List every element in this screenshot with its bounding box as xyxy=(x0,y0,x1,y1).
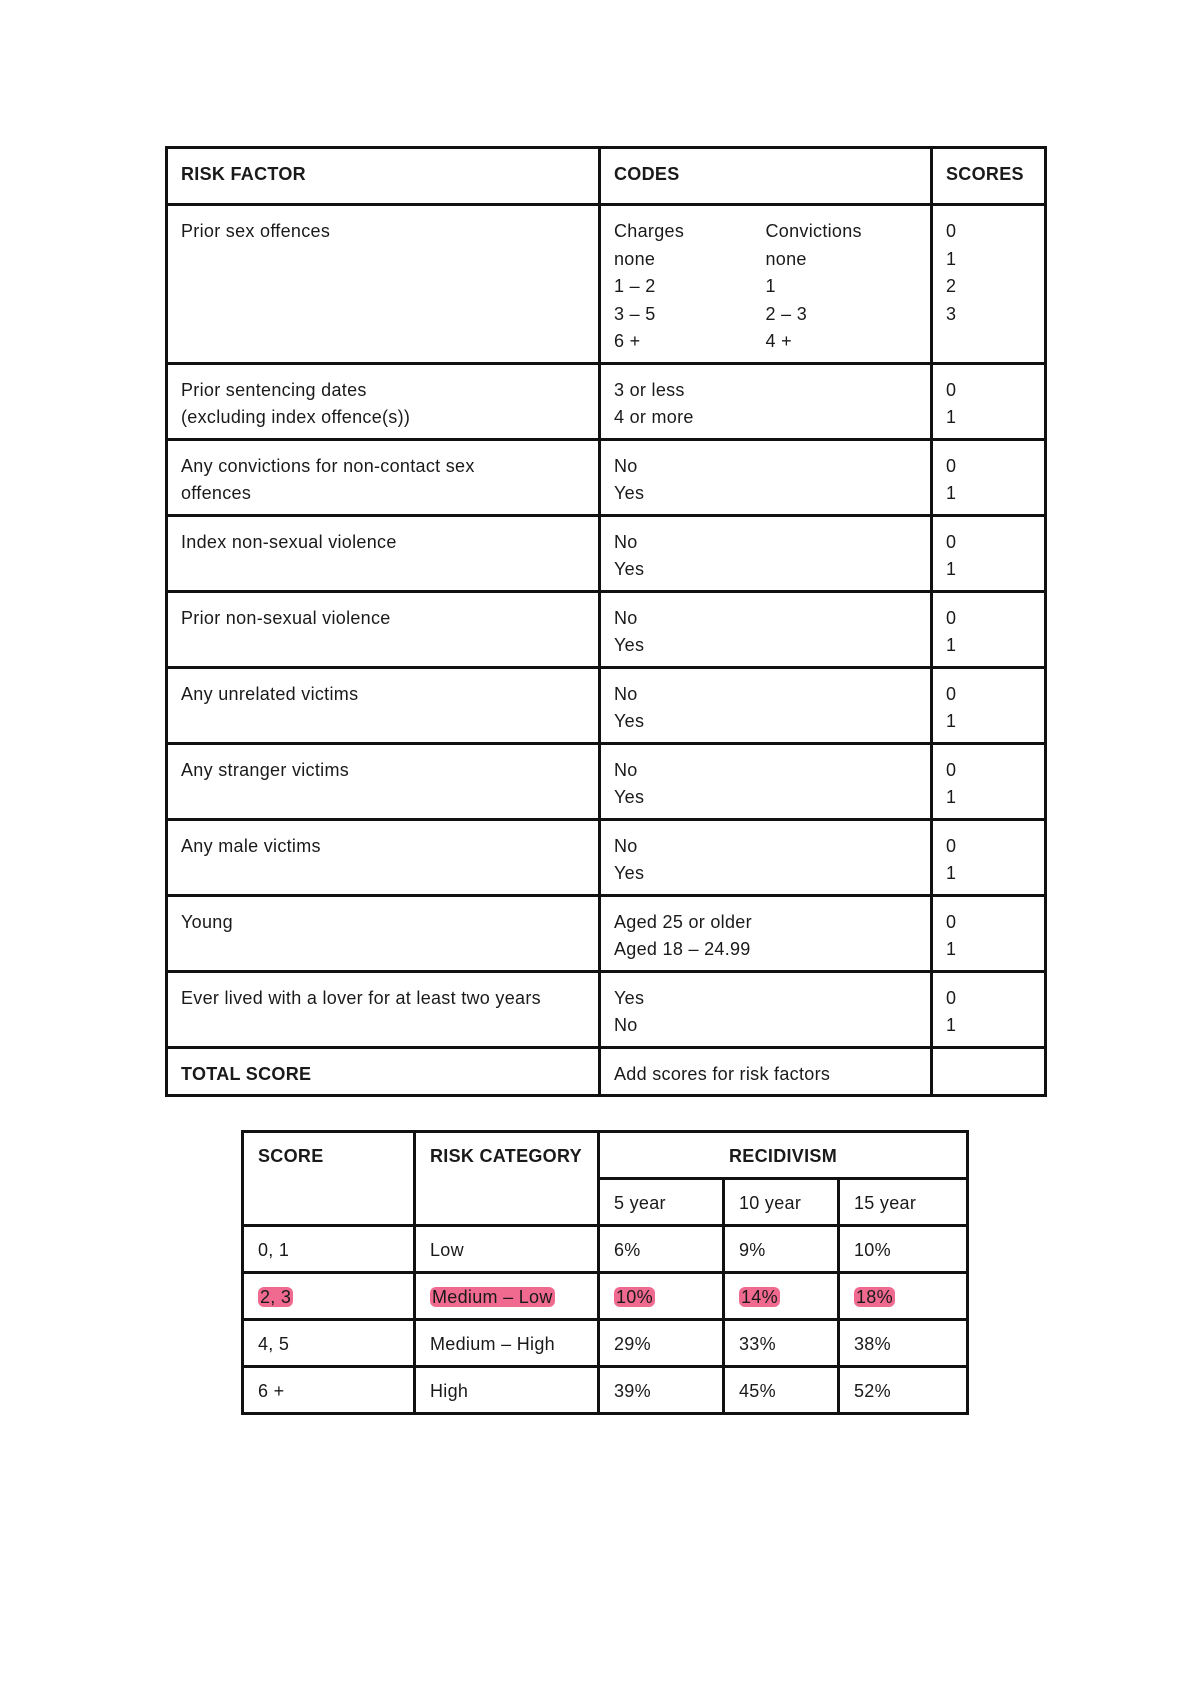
risk-row xyxy=(167,743,1046,819)
recidivism-value-category: Medium – High xyxy=(430,1334,555,1354)
recidivism-cell-score xyxy=(243,1226,415,1273)
scores-line: 0 xyxy=(946,987,957,1008)
recidivism-cell-y10 xyxy=(724,1320,839,1367)
risk-factor-line: offences xyxy=(181,483,252,503)
score-line: 2 xyxy=(946,276,957,296)
scores-cell xyxy=(932,971,1046,1047)
codes-line: 3 or less xyxy=(614,379,685,400)
scores-cell xyxy=(932,591,1046,667)
recidivism-cell-score xyxy=(243,1320,415,1367)
recidivism-row xyxy=(243,1273,968,1320)
recidivism-cell-y5 xyxy=(599,1226,724,1273)
risk-row xyxy=(167,363,1046,439)
recidivism-value-score: 0, 1 xyxy=(258,1240,290,1260)
codes-cell xyxy=(600,205,932,364)
risk-factor-line: Any unrelated victims xyxy=(181,683,359,704)
code-line: 2 – 3 xyxy=(765,303,808,324)
recidivism-value-category: Low xyxy=(430,1240,464,1260)
risk-factor-cell: Prior sex offences xyxy=(167,205,600,364)
codes-line: Yes xyxy=(614,635,645,655)
code-line: 6 + xyxy=(614,331,641,351)
recidivism-value-y15: 18% xyxy=(856,1287,893,1307)
recidivism-cell-y10 xyxy=(724,1367,839,1414)
codes-line: No xyxy=(614,455,638,476)
recidivism-row xyxy=(243,1226,968,1273)
recidivism-cell-score xyxy=(243,1367,415,1414)
risk-factor-cell xyxy=(167,819,600,895)
code-line: none xyxy=(765,248,807,269)
recidivism-value-y5: 29% xyxy=(614,1334,651,1354)
codes-line: Yes xyxy=(614,483,645,503)
risk-factor-line: Any male victims xyxy=(181,835,321,856)
risk-factor-line: Any stranger victims xyxy=(181,759,350,780)
scores-line: 1 xyxy=(946,407,957,427)
scores-line: 0 xyxy=(946,379,957,400)
code-line: 4 + xyxy=(765,331,792,351)
scores-line: 1 xyxy=(946,635,957,655)
total-score-row xyxy=(167,1047,1046,1096)
codes-cell xyxy=(600,591,932,667)
total-score-value xyxy=(932,1047,1046,1096)
recidivism-cell-y15 xyxy=(839,1273,968,1320)
codes-cell xyxy=(600,363,932,439)
recidivism-value-score: 4, 5 xyxy=(258,1334,290,1354)
header-codes: CODES xyxy=(600,148,932,205)
header-risk-category: RISK CATEGORY xyxy=(415,1132,599,1226)
codes-line: No xyxy=(614,531,638,552)
risk-factor-cell xyxy=(167,591,600,667)
recidivism-value-y15: 38% xyxy=(854,1334,891,1354)
scores-line: 1 xyxy=(946,483,957,503)
codes-line: Yes xyxy=(614,711,645,731)
recidivism-cell-y15 xyxy=(839,1367,968,1414)
code-line: 1 xyxy=(765,276,776,296)
recidivism-cell-y5 xyxy=(599,1273,724,1320)
scores-line: 0 xyxy=(946,531,957,552)
code-line: 1 – 2 xyxy=(614,276,656,296)
scores-line: 1 xyxy=(946,1015,957,1035)
scores-cell xyxy=(932,439,1046,515)
recidivism-value-y10: 9% xyxy=(739,1240,766,1260)
header-10-year: 10 year xyxy=(724,1179,839,1226)
recidivism-header-row xyxy=(243,1132,968,1179)
recidivism-cell-y15 xyxy=(839,1320,968,1367)
recidivism-value-y10: 33% xyxy=(739,1334,776,1354)
convictions-header: Convictions xyxy=(765,221,862,241)
risk-factor-line: Young xyxy=(181,911,233,932)
charges-column xyxy=(614,218,766,356)
risk-row-prior-sex-offences xyxy=(167,205,1046,364)
recidivism-cell-y15 xyxy=(839,1226,968,1273)
recidivism-value-score: 2, 3 xyxy=(260,1287,292,1307)
recidivism-cell-score xyxy=(243,1273,415,1320)
score-line: 0 xyxy=(946,221,957,241)
scores-cell xyxy=(932,667,1046,743)
codes-cell xyxy=(600,819,932,895)
scores-cell xyxy=(932,515,1046,591)
recidivism-value-y5: 39% xyxy=(614,1381,651,1401)
codes-line: 4 or more xyxy=(614,407,694,427)
recidivism-value-score: 6 + xyxy=(258,1381,285,1401)
risk-factor-cell xyxy=(167,439,600,515)
risk-factor-line: Ever lived with a lover for at least two years xyxy=(181,987,541,1008)
scores-line: 0 xyxy=(946,835,957,856)
codes-cell xyxy=(600,439,932,515)
recidivism-value-y10: 45% xyxy=(739,1381,776,1401)
codes-line: No xyxy=(614,835,638,856)
recidivism-cell-category xyxy=(415,1320,599,1367)
recidivism-value-category: High xyxy=(430,1381,469,1401)
risk-factor-cell xyxy=(167,363,600,439)
risk-row xyxy=(167,591,1046,667)
risk-table-header-row xyxy=(167,148,1046,205)
risk-factor-cell xyxy=(167,895,600,971)
scores-line: 0 xyxy=(946,911,957,932)
risk-factor-line: Index non-sexual violence xyxy=(181,531,397,552)
risk-factor-line: Prior non-sexual violence xyxy=(181,607,391,628)
codes-line: Aged 18 – 24.99 xyxy=(614,939,751,959)
scores-cell xyxy=(932,895,1046,971)
codes-line: Yes xyxy=(614,863,645,883)
recidivism-value-y15: 10% xyxy=(854,1240,891,1260)
codes-line: No xyxy=(614,607,638,628)
risk-factor-table xyxy=(165,146,1047,1097)
score-line: 1 xyxy=(946,248,957,269)
scores-line: 0 xyxy=(946,455,957,476)
risk-row xyxy=(167,971,1046,1047)
total-score-instruction: Add scores for risk factors xyxy=(600,1047,932,1096)
charges-header: Charges xyxy=(614,221,685,241)
recidivism-cell-category xyxy=(415,1273,599,1320)
risk-row xyxy=(167,819,1046,895)
codes-cell xyxy=(600,667,932,743)
header-recidivism: RECIDIVISM xyxy=(599,1132,968,1179)
recidivism-cell-category xyxy=(415,1367,599,1414)
risk-factor-line: Any convictions for non-contact sex xyxy=(181,455,475,476)
header-15-year: 15 year xyxy=(839,1179,968,1226)
header-risk-factor: RISK FACTOR xyxy=(167,148,600,205)
risk-row xyxy=(167,895,1046,971)
scores-line: 1 xyxy=(946,863,957,883)
scores-line: 1 xyxy=(946,787,957,807)
recidivism-value-y5: 6% xyxy=(614,1240,641,1260)
scores-line: 1 xyxy=(946,711,957,731)
scores-cell xyxy=(932,363,1046,439)
recidivism-cell-category xyxy=(415,1226,599,1273)
codes-line: No xyxy=(614,759,638,780)
recidivism-cell-y10 xyxy=(724,1226,839,1273)
recidivism-value-y5: 10% xyxy=(616,1287,653,1307)
recidivism-cell-y5 xyxy=(599,1320,724,1367)
codes-line: Yes xyxy=(614,559,645,579)
recidivism-cell-y5 xyxy=(599,1367,724,1414)
risk-factor-cell xyxy=(167,667,600,743)
scores-cell xyxy=(932,205,1046,364)
risk-factor-cell xyxy=(167,971,600,1047)
code-line: none xyxy=(614,248,656,269)
risk-factor-cell xyxy=(167,743,600,819)
recidivism-cell-y10 xyxy=(724,1273,839,1320)
convictions-column xyxy=(766,218,918,356)
risk-row xyxy=(167,515,1046,591)
codes-cell xyxy=(600,971,932,1047)
header-scores: SCORES xyxy=(932,148,1046,205)
codes-line: No xyxy=(614,1015,638,1035)
recidivism-table xyxy=(241,1130,969,1415)
total-score-label: TOTAL SCORE xyxy=(167,1047,600,1096)
scores-line: 1 xyxy=(946,559,957,579)
code-line: 3 – 5 xyxy=(614,303,656,324)
risk-factor-cell xyxy=(167,515,600,591)
risk-factor-line: (excluding index offence(s)) xyxy=(181,407,411,427)
recidivism-value-y15: 52% xyxy=(854,1381,891,1401)
risk-factor-line: Prior sentencing dates xyxy=(181,379,367,400)
codes-cell xyxy=(600,895,932,971)
codes-cell xyxy=(600,743,932,819)
header-score: SCORE xyxy=(243,1132,415,1226)
scores-line: 0 xyxy=(946,683,957,704)
codes-line: Yes xyxy=(614,787,645,807)
scores-cell xyxy=(932,819,1046,895)
recidivism-value-y10: 14% xyxy=(741,1287,778,1307)
recidivism-row xyxy=(243,1320,968,1367)
scores-cell xyxy=(932,743,1046,819)
recidivism-value-category: Medium – Low xyxy=(432,1287,553,1307)
recidivism-row xyxy=(243,1367,968,1414)
score-line: 3 xyxy=(946,303,957,324)
scores-line: 1 xyxy=(946,939,957,959)
scores-line: 0 xyxy=(946,759,957,780)
codes-line: Yes xyxy=(614,987,645,1008)
codes-cell xyxy=(600,515,932,591)
risk-row xyxy=(167,439,1046,515)
codes-line: No xyxy=(614,683,638,704)
codes-line: Aged 25 or older xyxy=(614,911,752,932)
header-5-year: 5 year xyxy=(599,1179,724,1226)
risk-row xyxy=(167,667,1046,743)
scores-line: 0 xyxy=(946,607,957,628)
